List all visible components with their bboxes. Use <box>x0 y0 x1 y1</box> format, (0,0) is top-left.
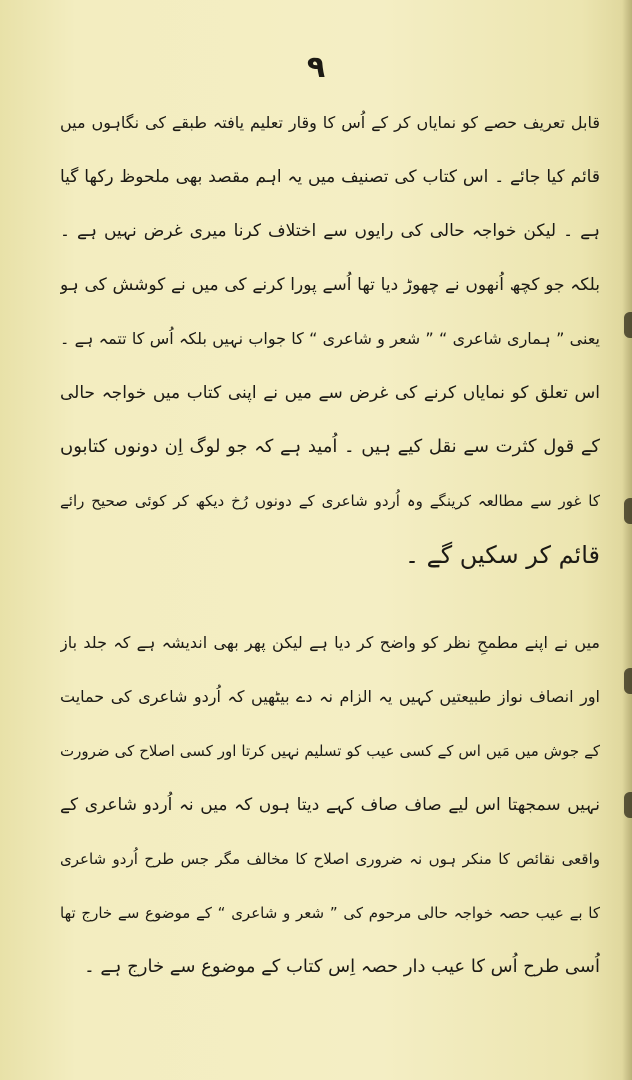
paragraph-gap <box>60 582 600 616</box>
page-number: ۹ <box>306 50 326 85</box>
text-line: واقعی نقائص کا منکر ہوں نہ ضروری اصلاح کا مخالف مگر جس طرح اُردو شاعری <box>60 850 600 868</box>
text-line: اس تعلق کو نمایاں کرنے کی غرض سے میں نے اپنی کتاب میں خواجہ حالی <box>60 383 600 403</box>
binding-mark-top <box>624 312 632 338</box>
text-line: میں نے اپنے مطمحِ نظر کو واضح کر دیا ہے لیکن پھر بھی اندیشہ ہے کہ جلد باز <box>60 633 600 652</box>
text-line: بلکہ جو کچھ اُنھوں نے چھوڑ دیا تھا اُسے پورا کرنے کی میں نے کوشش کی ہو <box>60 275 600 295</box>
text-line: کے قول کثرت سے نقل کیے ہیں ۔ اُمید ہے کہ جو لوگ اِن دونوں کتابوں <box>60 436 600 457</box>
text-line: قابل تعریف حصے کو نمایاں کر کے اُس کا وقار تعلیم یافتہ طبقے کی نگاہوں میں <box>60 113 600 132</box>
text-line: اُسی طرح اُس کا عیب دار حصہ اِس کتاب کے موضوع سے خارج ہے ۔ <box>84 956 600 977</box>
paragraph <box>60 616 600 994</box>
text-line: اور انصاف نواز طبیعتیں کہیں یہ الزام نہ دے بیٹھیں کہ اُردو شاعری کی حمایت <box>60 687 600 706</box>
text-line: قائم کیا جائے ۔ اس کتاب کی تصنیف میں یہ اہم مقصد بھی ملحوظ رکھا گیا <box>60 167 600 187</box>
text-line: قائم کر سکیں گے ۔ <box>404 541 600 569</box>
text-line: نہیں سمجھتا اس لیے صاف صاف کہے دیتا ہوں کہ میں نہ اُردو شاعری کے <box>60 795 600 815</box>
body-text <box>60 96 600 994</box>
binding-mark-middle <box>624 498 632 524</box>
paragraph <box>60 96 600 582</box>
binding-mark-lower <box>624 668 632 694</box>
text-line: کا بے عیب حصہ خواجہ حالی مرحوم کی ” شعر و شاعری “ کے موضوع سے خارج تھا <box>60 904 600 922</box>
text-line: کے جوش میں مَیں اس کے کسی عیب کو تسلیم نہیں کرتا اور کسی اصلاح کی ضرورت <box>60 742 600 760</box>
text-line: کا غور سے مطالعہ کرینگے وہ اُردو شاعری کے دونوں رُخ دیکھ کر کوئی صحیح رائے <box>60 492 600 510</box>
page-edge-shadow <box>622 0 632 1080</box>
text-line: یعنی ” ہماری شاعری “ ” شعر و شاعری “ کا جواب نہیں بلکہ اُس کا تتمہ ہے ۔ <box>60 329 600 348</box>
text-line: ہے ۔ لیکن خواجہ حالی کی رایوں سے اختلاف کرنا میری غرض نہیں ہے ۔ <box>60 221 600 241</box>
binding-mark-bottom <box>624 792 632 818</box>
